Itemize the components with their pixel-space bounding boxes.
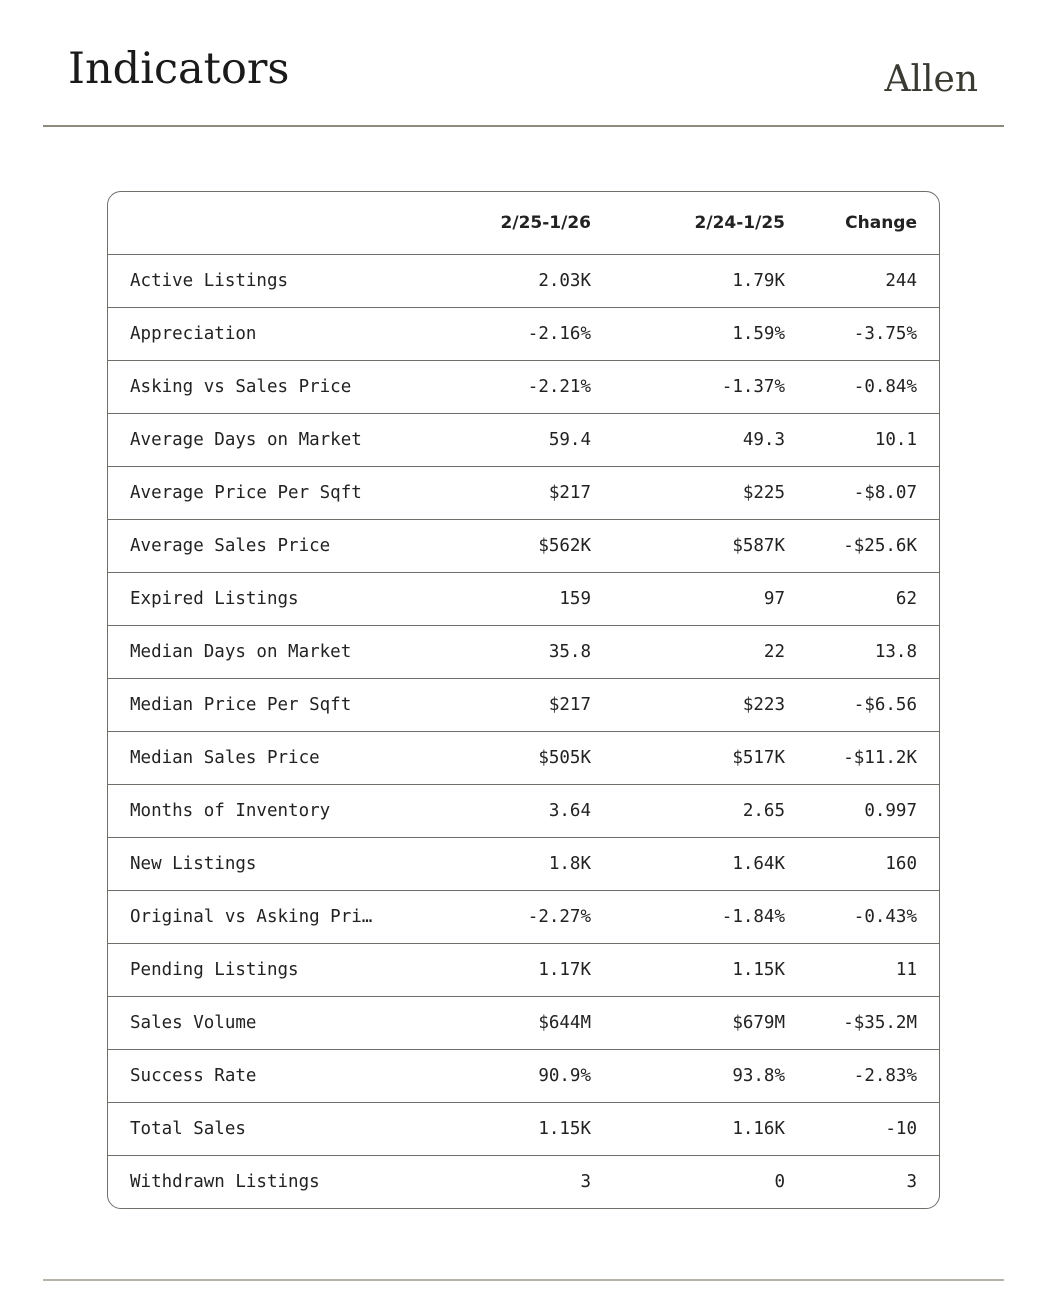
change-cell: -$35.2M <box>785 997 939 1050</box>
indicator-name-cell: Total Sales <box>108 1103 468 1156</box>
indicator-name-cell: Pending Listings <box>108 944 468 997</box>
header-divider <box>43 125 1004 127</box>
indicator-name-cell: Average Sales Price <box>108 520 468 573</box>
current-period-cell: 1.17K <box>468 944 591 997</box>
indicator-name-cell: Original vs Asking Pri… <box>108 891 468 944</box>
city-name: Allen <box>884 59 978 100</box>
change-cell: 3 <box>906 1172 917 1192</box>
previous-period-cell: $517K <box>591 732 785 785</box>
current-period-cell: $644M <box>468 997 591 1050</box>
indicator-name-cell: Median Days on Market <box>108 626 468 679</box>
table-row <box>108 308 939 361</box>
current-period-cell: 35.8 <box>468 626 591 679</box>
current-period-cell: $505K <box>468 732 591 785</box>
previous-period-cell: 97 <box>591 573 785 626</box>
change-cell: 160 <box>785 838 939 891</box>
table-row <box>108 732 939 785</box>
table-row <box>108 891 939 944</box>
change-cell: 62 <box>785 573 939 626</box>
column-header-change: Change <box>785 192 939 255</box>
indicator-name-cell: Asking vs Sales Price <box>108 361 468 414</box>
table-row <box>108 785 939 838</box>
table-row <box>108 838 939 891</box>
table-body <box>108 255 939 1209</box>
change-cell: 11 <box>785 944 939 997</box>
page-title: Indicators <box>68 44 290 94</box>
table-row <box>108 944 939 997</box>
current-period-cell: 90.9% <box>468 1050 591 1103</box>
indicator-name-cell: Average Days on Market <box>108 414 468 467</box>
indicator-name-cell: New Listings <box>108 838 468 891</box>
current-period-cell: $217 <box>468 679 591 732</box>
table-row <box>108 573 939 626</box>
change-cell: -3.75% <box>785 308 939 361</box>
current-period-cell: 2.03K <box>468 255 591 308</box>
change-cell: -10 <box>785 1103 939 1156</box>
current-period-cell: 1.8K <box>468 838 591 891</box>
previous-period-cell: 2.65 <box>591 785 785 838</box>
previous-period-cell: 22 <box>591 626 785 679</box>
indicators-table-card <box>107 191 940 1209</box>
previous-period-cell: 1.64K <box>591 838 785 891</box>
current-period-cell: 159 <box>468 573 591 626</box>
table-row <box>108 361 939 414</box>
previous-period-cell: -1.37% <box>591 361 785 414</box>
table-row <box>108 1050 939 1103</box>
previous-period-cell: 93.8% <box>591 1050 785 1103</box>
previous-period-cell: 49.3 <box>591 414 785 467</box>
previous-period-cell: 1.59% <box>591 308 785 361</box>
table-row <box>108 1103 939 1156</box>
change-cell: -$6.56 <box>785 679 939 732</box>
table-row <box>108 414 939 467</box>
previous-period-cell: $679M <box>591 997 785 1050</box>
table-row <box>108 679 939 732</box>
previous-period-cell: 1.79K <box>591 255 785 308</box>
table-row <box>108 1156 939 1209</box>
indicator-name-cell: Median Sales Price <box>108 732 468 785</box>
change-cell: -2.83% <box>785 1050 939 1103</box>
current-period-cell: $217 <box>468 467 591 520</box>
current-period-cell: 1.15K <box>468 1103 591 1156</box>
change-cell: -$11.2K <box>785 732 939 785</box>
change-cell: 13.8 <box>785 626 939 679</box>
previous-period-cell: $587K <box>591 520 785 573</box>
indicator-name-cell: Median Price Per Sqft <box>108 679 468 732</box>
current-period-cell: 3 <box>580 1172 591 1192</box>
table-row <box>108 255 939 308</box>
indicator-name-cell: Average Price Per Sqft <box>108 467 468 520</box>
change-cell: -0.43% <box>785 891 939 944</box>
table-row <box>108 467 939 520</box>
previous-period-cell: 0 <box>774 1172 785 1192</box>
previous-period-cell: 1.15K <box>591 944 785 997</box>
table-row <box>108 520 939 573</box>
previous-period-cell: -1.84% <box>591 891 785 944</box>
table-row <box>108 997 939 1050</box>
previous-period-cell: $225 <box>591 467 785 520</box>
change-cell: 0.997 <box>785 785 939 838</box>
indicator-name-cell: Withdrawn Listings <box>130 1172 320 1192</box>
indicator-name-cell: Months of Inventory <box>108 785 468 838</box>
change-cell: -$25.6K <box>785 520 939 573</box>
current-period-cell: -2.27% <box>468 891 591 944</box>
indicators-table <box>108 192 939 1208</box>
change-cell: 10.1 <box>785 414 939 467</box>
current-period-cell: $562K <box>468 520 591 573</box>
current-period-cell: -2.16% <box>468 308 591 361</box>
current-period-cell: -2.21% <box>468 361 591 414</box>
previous-period-cell: 1.16K <box>591 1103 785 1156</box>
table-header-row <box>108 192 939 255</box>
column-header-previous-period: 2/24-1/25 <box>591 192 785 255</box>
current-period-cell: 3.64 <box>468 785 591 838</box>
indicator-name-cell: Sales Volume <box>108 997 468 1050</box>
change-cell: 244 <box>785 255 939 308</box>
column-header-indicator <box>108 192 468 255</box>
change-cell: -$8.07 <box>785 467 939 520</box>
indicator-name-cell: Active Listings <box>108 255 468 308</box>
indicator-name-cell: Expired Listings <box>108 573 468 626</box>
previous-period-cell: $223 <box>591 679 785 732</box>
indicator-name-cell: Appreciation <box>108 308 468 361</box>
table-row <box>108 626 939 679</box>
indicator-name-cell: Success Rate <box>108 1050 468 1103</box>
footer-divider <box>43 1279 1004 1281</box>
column-header-current-period: 2/25-1/26 <box>468 192 591 255</box>
current-period-cell: 59.4 <box>468 414 591 467</box>
change-cell: -0.84% <box>785 361 939 414</box>
